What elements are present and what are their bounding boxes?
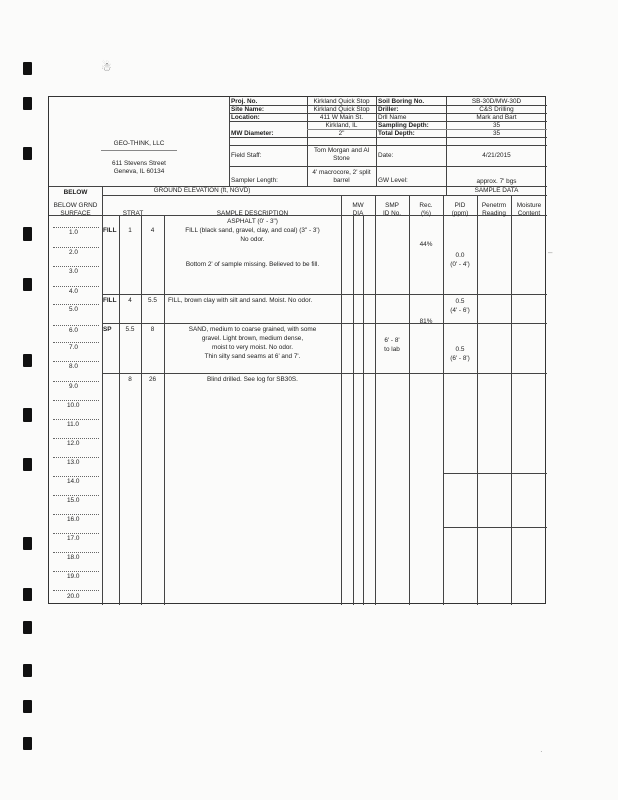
description-line: gravel. Light brown, medium dense, — [201, 335, 304, 342]
grid-line — [102, 195, 547, 196]
field-staff-value-1: Tom Morgan and Al — [313, 147, 370, 154]
grid-line — [409, 195, 410, 605]
depth-tick — [53, 476, 99, 477]
depth-tick — [53, 590, 99, 591]
depth-tick — [53, 552, 99, 553]
pid-value: 0.5 — [455, 298, 465, 305]
grid-line — [477, 195, 478, 605]
penetrometer-header-1: Penetrm — [481, 202, 507, 209]
strat-code: SP — [103, 326, 112, 333]
below-grnd-header-1: BELOW GRND — [53, 202, 98, 209]
grid-line — [229, 145, 547, 146]
sample-id: 6' - 8' — [384, 337, 400, 344]
penetrometer-header-2: Reading — [482, 210, 506, 217]
grid-line — [229, 97, 230, 186]
grid-line — [229, 137, 547, 138]
sampler-length-value-2: barrel — [333, 177, 350, 184]
punch-mark — [23, 588, 32, 601]
driller-value: C&S Drilling — [479, 106, 514, 113]
depth-tick — [53, 571, 99, 572]
depth-label: 2.0 — [69, 249, 78, 256]
depth-label: 16.0 — [67, 516, 80, 523]
punch-mark — [23, 458, 32, 471]
depth-tick — [53, 419, 99, 420]
depth-tick — [53, 438, 99, 439]
depth-tick — [53, 266, 99, 267]
depth-label: 4.0 — [69, 288, 78, 295]
strat-code: FILL — [103, 297, 117, 304]
strat-code: FILL — [103, 227, 117, 234]
proj-no-value: Kirkland Quick Stop — [313, 98, 370, 105]
pid-header-2: (ppm) — [451, 210, 469, 217]
field-staff-label: Field Staff: — [231, 152, 262, 159]
pid-value: 0.5 — [455, 346, 465, 353]
depth-label: 11.0 — [67, 421, 79, 428]
drill-name-label: Drll Name — [378, 114, 407, 121]
interval-divider — [102, 373, 547, 374]
below-grnd-header-2: SURFACE — [60, 210, 91, 217]
strat-bottom: 26 — [148, 376, 157, 383]
depth-tick — [53, 495, 99, 496]
punch-mark — [23, 97, 32, 110]
mw-diameter-label: MW Diameter: — [231, 130, 274, 137]
punch-mark — [23, 737, 32, 750]
grid-line — [229, 166, 547, 167]
pid-range: (0' - 4') — [450, 261, 470, 268]
grid-line — [363, 215, 364, 605]
depth-label: 20.0 — [67, 593, 80, 600]
mw-header-2: DIA — [352, 210, 364, 217]
gw-level-value: approx. 7' bgs — [476, 178, 517, 185]
pid-range: (4' - 6') — [450, 307, 470, 314]
field-staff-value-2: Stone — [333, 155, 350, 162]
interval-divider — [102, 294, 547, 295]
total-depth-value: 35 — [492, 130, 501, 137]
depth-label: 13.0 — [67, 459, 80, 466]
strat-top: 8 — [128, 376, 132, 383]
depth-tick — [53, 227, 99, 228]
punch-mark — [23, 227, 32, 241]
punch-mark — [23, 408, 32, 422]
depth-label: 14.0 — [67, 478, 80, 485]
depth-label: 10.0 — [67, 402, 80, 409]
depth-label: 18.0 — [67, 554, 80, 561]
smp-header-1: SMP — [385, 202, 399, 209]
recovery-value: 81% — [419, 318, 433, 325]
depth-tick — [53, 325, 99, 326]
description-line: FILL (black sand, gravel, clay, and coal) (3" - 3') — [185, 227, 320, 234]
punch-mark — [23, 621, 32, 634]
depth-label: 7.0 — [69, 344, 78, 351]
grid-line — [376, 97, 377, 186]
company-name: GEO-THINK, LLC — [113, 140, 165, 147]
smp-header-2: ID No. — [382, 210, 402, 217]
site-name-label: Site Name: — [231, 106, 265, 113]
moisture-header-1: Moisture — [516, 202, 542, 209]
depth-tick — [53, 457, 99, 458]
depth-tick — [53, 342, 99, 343]
depth-tick — [53, 286, 99, 287]
depth-tick — [53, 381, 99, 382]
moisture-header-2: Content — [517, 210, 541, 217]
company-divider — [101, 150, 177, 151]
grid-line — [164, 215, 165, 605]
depth-label: 5.0 — [69, 306, 78, 313]
grid-line — [375, 195, 376, 605]
date-label: Date: — [378, 152, 394, 159]
grid-line — [341, 195, 342, 605]
strat-header: STRAT — [122, 210, 144, 217]
depth-tick — [53, 533, 99, 534]
proj-no-label: Proj. No. — [231, 98, 258, 105]
depth-tick — [53, 400, 99, 401]
strat-bottom: 8 — [150, 326, 155, 333]
strat-top: 4 — [128, 297, 132, 304]
grid-line — [511, 195, 512, 605]
sampler-length-value-1: 4' macrocore, 2' split — [312, 169, 371, 176]
depth-tick — [53, 514, 99, 515]
location-value-1: 411 W Main St. — [319, 114, 364, 121]
description-line: ASPHALT (0' - 3") — [227, 218, 278, 225]
depth-label: 3.0 — [69, 268, 78, 275]
ground-elevation-header: GROUND ELEVATION (ft, NGVD) — [153, 187, 251, 194]
total-depth-label: Total Depth: — [378, 130, 415, 137]
boring-no-label: Soil Boring No. — [378, 98, 425, 105]
grid-line — [443, 527, 547, 528]
depth-label: 6.0 — [69, 327, 78, 334]
mw-header-1: MW — [352, 202, 364, 209]
sample-data-header: SAMPLE DATA — [474, 187, 519, 194]
description-line: SAND, medium to coarse grained, with some — [188, 326, 317, 333]
depth-label: 17.0 — [67, 535, 80, 542]
boring-no-value: SB-30D/MW-30D — [471, 98, 522, 105]
depth-label: 1.0 — [69, 229, 78, 236]
grid-line — [102, 186, 103, 605]
description-line: Bottom 2' of sample missing. Believed to be fill. — [185, 261, 320, 268]
pid-value: 0.0 — [455, 252, 465, 259]
sampler-length-label: Sampler Length: — [231, 177, 278, 184]
company-address-1: 611 Stevens Street — [112, 160, 166, 167]
depth-label: 9.0 — [69, 383, 78, 390]
description-line: Thin silty sand seams at 6' and 7'. — [204, 353, 301, 360]
grid-line — [141, 215, 142, 605]
date-value: 4/21/2015 — [482, 152, 511, 159]
sample-destination: to lab — [384, 346, 400, 353]
strat-bottom: 4 — [150, 227, 155, 234]
punch-mark — [23, 664, 32, 677]
grid-line — [353, 215, 354, 605]
depth-tick — [53, 361, 99, 362]
depth-tick — [53, 247, 99, 248]
sampling-depth-label: Sampling Depth: — [378, 122, 429, 129]
punch-mark — [23, 700, 32, 713]
grid-line — [119, 215, 120, 605]
depth-label: 19.0 — [67, 573, 80, 580]
drill-name-value: Mark and Bart — [476, 114, 517, 121]
description-line: Blind drilled. See log for SB30S. — [207, 376, 298, 383]
company-address-2: Geneva, IL 60134 — [113, 168, 165, 175]
strat-bottom: 5.5 — [148, 297, 157, 304]
rec-header-2: (%) — [421, 210, 431, 217]
sample-description-header: SAMPLE DESCRIPTION — [216, 210, 289, 217]
punch-mark — [23, 147, 32, 160]
rec-header-1: Rec. — [419, 202, 433, 209]
below-header: BELOW — [63, 189, 88, 196]
description-line: FILL, brown clay with silt and sand. Moist. No odor. — [168, 297, 313, 304]
boring-log-sheet — [48, 96, 546, 604]
depth-label: 8.0 — [69, 363, 78, 370]
pid-header-1: PID — [454, 202, 466, 209]
recovery-value: 44% — [419, 241, 433, 248]
location-label: Location: — [231, 114, 260, 121]
depth-tick — [53, 304, 99, 305]
punch-mark — [23, 278, 32, 291]
description-line: moist to very moist. No odor. — [212, 344, 293, 351]
punch-mark — [23, 537, 32, 550]
scan-speck: – — [548, 248, 553, 257]
scan-mark-icon: ☃ — [101, 60, 112, 74]
punch-mark — [23, 62, 32, 75]
punch-mark — [23, 354, 32, 367]
interval-divider — [102, 323, 547, 324]
location-value-2: Kirkland, IL — [325, 122, 358, 129]
scan-speck: · — [540, 747, 543, 756]
grid-line — [443, 473, 547, 474]
sampling-depth-value: 35 — [492, 122, 501, 129]
strat-top: 5.5 — [125, 326, 135, 333]
gw-level-label: GW Level: — [378, 177, 408, 184]
depth-label: 15.0 — [67, 497, 80, 504]
site-name-value: Kirkland Quick Stop — [313, 106, 370, 113]
strat-top: 1 — [128, 227, 132, 234]
description-line: No odor. — [240, 236, 265, 243]
depth-label: 12.0 — [67, 440, 80, 447]
pid-range: (6' - 8') — [450, 355, 470, 362]
mw-diameter-value: 2" — [338, 130, 345, 137]
driller-label: Driller: — [378, 106, 399, 113]
